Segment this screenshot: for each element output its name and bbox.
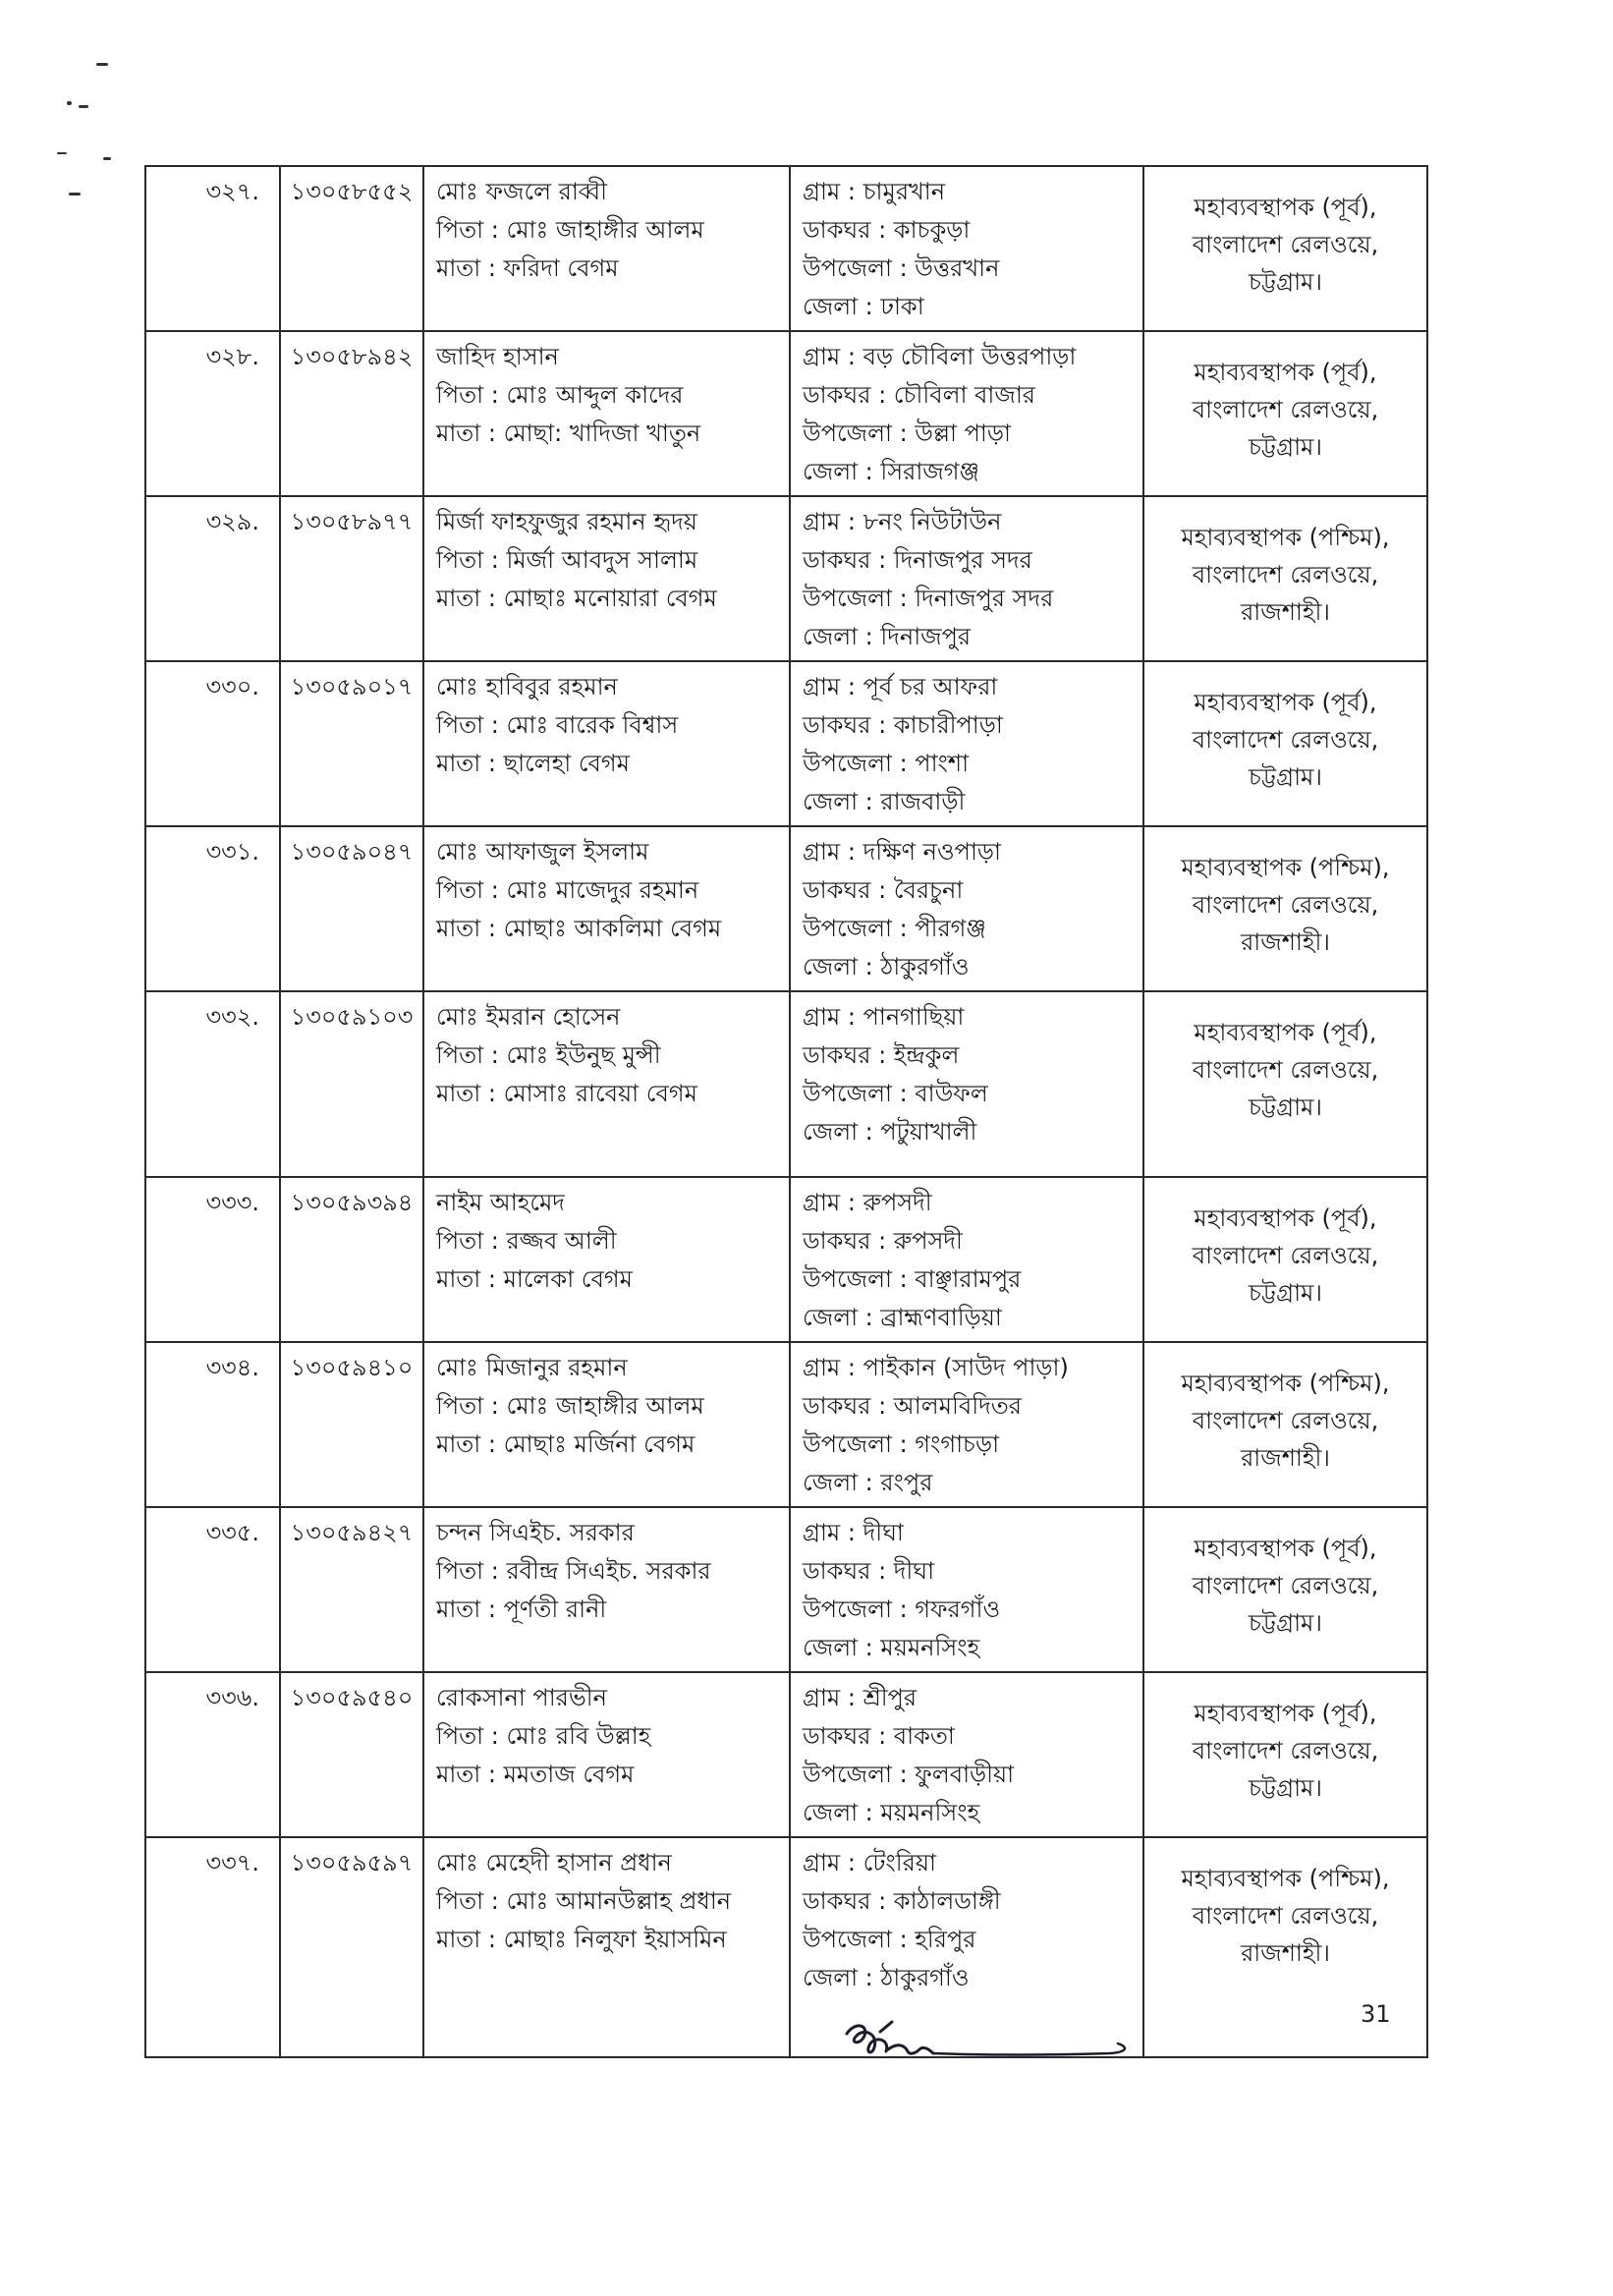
office-line: মহাব্যবস্থাপক (পূর্ব), <box>1194 1019 1377 1046</box>
serial-cell <box>145 331 280 496</box>
office-line: চট্টগ্রাম। <box>1249 763 1322 791</box>
address-cell <box>790 1177 1143 1342</box>
address-village: গ্রাম : পানগাছিয়া <box>803 1003 965 1031</box>
serial-number: ৩৩২. <box>205 1003 259 1031</box>
address-upazila: উপজেলা : গফরগাঁও <box>803 1596 1001 1623</box>
office-line: মহাব্যবস্থাপক (পশ্চিম), <box>1181 1865 1390 1892</box>
address-post-office: ডাকঘর : বাকতা <box>803 1722 955 1750</box>
office-line: মহাব্যবস্থাপক (পূর্ব), <box>1194 1204 1377 1232</box>
office-cell <box>1143 826 1427 991</box>
address-district: জেলা : ব্রাহ্মণবাড়িয়া <box>803 1304 1002 1331</box>
office-line: মহাব্যবস্থাপক (পূর্ব), <box>1194 359 1377 386</box>
address-post-office: ডাকঘর : কাচকুড়া <box>803 216 971 244</box>
roll-cell <box>280 331 423 496</box>
table-row <box>145 661 1427 826</box>
name-cell <box>423 661 790 826</box>
serial-cell <box>145 1507 280 1672</box>
address-upazila: উপজেলা : দিনাজপুর সদর <box>803 585 1054 612</box>
roll-cell <box>280 1837 423 2057</box>
address-cell <box>790 1342 1143 1507</box>
address-cell <box>790 661 1143 826</box>
address-upazila: উপজেলা : উল্লা পাড়া <box>803 420 1011 447</box>
serial-number: ৩৩১. <box>205 838 259 866</box>
roll-number: ১৩০৫৯৫৯৭ <box>290 1849 414 1876</box>
table-row <box>145 991 1427 1177</box>
office-line: মহাব্যবস্থাপক (পূর্ব), <box>1194 689 1377 716</box>
address-village: গ্রাম : বড় চৌবিলা উত্তরপাড়া <box>803 343 1077 370</box>
office-line: রাজশাহী। <box>1241 1444 1330 1472</box>
candidate-name: মোঃ আফাজুল ইসলাম <box>436 838 649 866</box>
address-cell <box>790 331 1143 496</box>
address-upazila: উপজেলা : বাউফল <box>803 1080 988 1107</box>
address-district: জেলা : ঢাকা <box>803 293 924 320</box>
address-cell <box>790 1672 1143 1837</box>
roll-number: ১৩০৫৯৩৯৪ <box>290 1189 414 1216</box>
address-village: গ্রাম : চামুরখান <box>803 178 946 205</box>
address-district: জেলা : পটুয়াখালী <box>803 1118 977 1146</box>
office-cell <box>1143 496 1427 661</box>
name-cell <box>423 166 790 331</box>
office-line: বাংলাদেশ রেলওয়ে, <box>1192 561 1379 588</box>
roll-number: ১৩০৫৯৪১০ <box>290 1354 414 1381</box>
office-line: বাংলাদেশ রেলওয়ে, <box>1192 1737 1379 1764</box>
serial-number: ৩৩০. <box>205 673 259 700</box>
office-cell <box>1143 1507 1427 1672</box>
address-cell <box>790 166 1143 331</box>
serial-cell <box>145 166 280 331</box>
office-line: বাংলাদেশ রেলওয়ে, <box>1192 231 1379 258</box>
mother-name: মাতা : মোসাঃ রাবেয়া বেগম <box>436 1080 697 1107</box>
table-row <box>145 826 1427 991</box>
office-line: বাংলাদেশ রেলওয়ে, <box>1192 1056 1379 1084</box>
name-cell <box>423 1342 790 1507</box>
office-cell <box>1143 661 1427 826</box>
address-village: গ্রাম : দক্ষিণ নওপাড়া <box>803 838 1002 866</box>
table-row <box>145 1507 1427 1672</box>
serial-number: ৩৩৬. <box>205 1684 259 1711</box>
roll-number: ১৩০৫৮৯৪২ <box>290 343 414 370</box>
serial-number: ৩২৭. <box>205 178 259 205</box>
candidate-name: মোঃ ইমরান হোসেন <box>436 1003 621 1031</box>
address-village: গ্রাম : শ্রীপুর <box>803 1684 918 1711</box>
roll-cell <box>280 1177 423 1342</box>
address-village: গ্রাম : পূর্ব চর আফরা <box>803 673 998 700</box>
table-row <box>145 331 1427 496</box>
address-district: জেলা : দিনাজপুর <box>803 623 972 650</box>
address-village: গ্রাম : পাইকান (সাউদ পাড়া) <box>803 1354 1069 1381</box>
address-village: গ্রাম : রুপসদী <box>803 1189 932 1216</box>
roll-cell <box>280 991 423 1177</box>
scan-mark <box>67 101 72 105</box>
roll-number: ১৩০৫৯০১৭ <box>290 673 414 700</box>
mother-name: মাতা : মোছাঃ মনোয়ারা বেগম <box>436 585 717 612</box>
mother-name: মাতা : মালেকা বেগম <box>436 1265 633 1293</box>
mother-name: মাতা : মোছাঃ আকলিমা বেগম <box>436 915 722 942</box>
office-line: বাংলাদেশ রেলওয়ে, <box>1192 1902 1379 1930</box>
address-cell <box>790 496 1143 661</box>
roll-cell <box>280 1342 423 1507</box>
table-row <box>145 1672 1427 1837</box>
serial-cell <box>145 1342 280 1507</box>
office-line: চট্টগ্রাম। <box>1249 1279 1322 1307</box>
address-upazila: উপজেলা : গংগাচড়া <box>803 1430 1000 1458</box>
table-row <box>145 1837 1427 2057</box>
roll-cell <box>280 496 423 661</box>
office-cell <box>1143 1342 1427 1507</box>
name-cell <box>423 1507 790 1672</box>
name-cell <box>423 826 790 991</box>
address-district: জেলা : ময়মনসিংহ <box>803 1634 980 1661</box>
serial-cell <box>145 661 280 826</box>
roll-cell <box>280 1672 423 1837</box>
scan-mark <box>103 157 111 160</box>
roll-number: ১৩০৫৮৯৭৭ <box>290 508 414 535</box>
father-name: পিতা : রজ্জব আলী <box>436 1227 617 1255</box>
address-upazila: উপজেলা : পীরগঞ্জ <box>803 915 986 942</box>
address-post-office: ডাকঘর : চৌবিলা বাজার <box>803 381 1035 409</box>
signature <box>835 2014 1140 2075</box>
serial-number: ৩২৮. <box>205 343 259 370</box>
office-line: রাজশাহী। <box>1241 928 1330 956</box>
roll-number: ১৩০৫৯৪২৭ <box>290 1519 414 1546</box>
address-upazila: উপজেলা : ফুলবাড়ীয়া <box>803 1761 1015 1788</box>
office-cell <box>1143 166 1427 331</box>
mother-name: মাতা : মমতাজ বেগম <box>436 1761 635 1788</box>
name-cell <box>423 1837 790 2057</box>
serial-cell <box>145 1177 280 1342</box>
scan-mark <box>69 193 81 196</box>
address-upazila: উপজেলা : হরিপুর <box>803 1926 976 1953</box>
roll-cell <box>280 166 423 331</box>
office-line: মহাব্যবস্থাপক (পশ্চিম), <box>1181 1370 1390 1397</box>
father-name: পিতা : মোঃ আব্দুল কাদের <box>436 381 684 409</box>
name-cell <box>423 496 790 661</box>
mother-name: মাতা : পূর্ণতী রানী <box>436 1596 607 1623</box>
office-line: মহাব্যবস্থাপক (পূর্ব), <box>1194 194 1377 221</box>
serial-cell <box>145 1672 280 1837</box>
address-upazila: উপজেলা : বাঞ্ছারামপুর <box>803 1265 1022 1293</box>
roll-number: ১৩০৫৯১০৩ <box>290 1003 414 1031</box>
scan-mark <box>96 63 108 66</box>
office-line: মহাব্যবস্থাপক (পূর্ব), <box>1194 1700 1377 1727</box>
candidate-name: জাহিদ হাসান <box>436 343 559 370</box>
scan-mark <box>57 152 67 154</box>
father-name: পিতা : মোঃ জাহাঙ্গীর আলম <box>436 216 704 244</box>
father-name: পিতা : মোঃ রবি উল্লাহ <box>436 1722 651 1750</box>
serial-cell <box>145 826 280 991</box>
mother-name: মাতা : মোছাঃ নিলুফা ইয়াসমিন <box>436 1926 727 1953</box>
father-name: পিতা : মোঃ মাজেদুর রহমান <box>436 876 699 904</box>
office-cell <box>1143 1672 1427 1837</box>
address-village: গ্রাম : টেংরিয়া <box>803 1849 936 1876</box>
address-village: গ্রাম : দীঘা <box>803 1519 904 1546</box>
address-district: জেলা : ময়মনসিংহ <box>803 1799 980 1826</box>
office-cell <box>1143 1177 1427 1342</box>
address-cell <box>790 1507 1143 1672</box>
candidate-name: রোকসানা পারভীন <box>436 1684 607 1711</box>
serial-number: ৩৩৪. <box>205 1354 259 1381</box>
name-cell <box>423 1177 790 1342</box>
name-cell <box>423 991 790 1177</box>
office-line: রাজশাহী। <box>1241 1939 1330 1967</box>
mother-name: মাতা : মোছা: খাদিজা খাতুন <box>436 420 701 447</box>
father-name: পিতা : মোঃ বারেক বিশ্বাস <box>436 711 679 739</box>
table-row <box>145 1177 1427 1342</box>
office-line: বাংলাদেশ রেলওয়ে, <box>1192 1572 1379 1599</box>
father-name: পিতা : মোঃ ইউনুছ মুন্সী <box>436 1041 661 1069</box>
office-line: মহাব্যবস্থাপক (পূর্ব), <box>1194 1535 1377 1562</box>
serial-number: ৩৩৩. <box>205 1189 259 1216</box>
address-post-office: ডাকঘর : বৈরচুনা <box>803 876 964 904</box>
address-post-office: ডাকঘর : আলমবিদিতর <box>803 1392 1022 1420</box>
office-line: চট্টগ্রাম। <box>1249 1609 1322 1637</box>
father-name: পিতা : রবীন্দ্র সিএইচ. সরকার <box>436 1557 711 1585</box>
address-post-office: ডাকঘর : দিনাজপুর সদর <box>803 546 1032 574</box>
candidate-name: মির্জা ফাহফুজুর রহমান হৃদয় <box>436 508 697 535</box>
address-post-office: ডাকঘর : রুপসদী <box>803 1227 963 1255</box>
roll-cell <box>280 661 423 826</box>
address-cell <box>790 991 1143 1177</box>
serial-cell <box>145 1837 280 2057</box>
table-row <box>145 496 1427 661</box>
address-district: জেলা : রাজবাড়ী <box>803 788 966 815</box>
candidate-table-body <box>145 166 1427 2057</box>
address-district: জেলা : সিরাজগঞ্জ <box>803 458 979 485</box>
mother-name: মাতা : মোছাঃ মর্জিনা বেগম <box>436 1430 695 1458</box>
roll-cell <box>280 826 423 991</box>
scan-mark <box>79 105 88 108</box>
serial-cell <box>145 496 280 661</box>
office-cell <box>1143 991 1427 1177</box>
name-cell <box>423 1672 790 1837</box>
address-post-office: ডাকঘর : কাঠালডাঙ্গী <box>803 1887 1001 1915</box>
office-line: বাংলাদেশ রেলওয়ে, <box>1192 1407 1379 1434</box>
office-cell <box>1143 331 1427 496</box>
address-post-office: ডাকঘর : ইন্দ্রকুল <box>803 1041 960 1069</box>
serial-number: ৩২৯. <box>205 508 259 535</box>
address-post-office: ডাকঘর : দীঘা <box>803 1557 935 1585</box>
roll-cell <box>280 1507 423 1672</box>
candidate-name: চন্দন সিএইচ. সরকার <box>436 1519 635 1546</box>
office-line: রাজশাহী। <box>1241 598 1330 626</box>
candidate-name: মোঃ মেহেদী হাসান প্রধান <box>436 1849 672 1876</box>
address-village: গ্রাম : ৮নং নিউটাউন <box>803 508 1002 535</box>
candidate-name: মোঃ হাবিবুর রহমান <box>436 673 618 700</box>
address-district: জেলা : রংপুর <box>803 1469 933 1496</box>
office-line: বাংলাদেশ রেলওয়ে, <box>1192 726 1379 754</box>
candidate-name: মোঃ মিজানুর রহমান <box>436 1354 628 1381</box>
father-name: পিতা : মোঃ আমানউল্লাহ প্রধান <box>436 1887 732 1915</box>
address-district: জেলা : ঠাকুরগাঁও <box>803 953 970 980</box>
address-upazila: উপজেলা : উত্তরখান <box>803 254 1000 282</box>
candidate-table <box>144 165 1428 2058</box>
address-district: জেলা : ঠাকুরগাঁও <box>803 1964 970 1991</box>
father-name: পিতা : মির্জা আবদুস সালাম <box>436 546 698 574</box>
office-line: চট্টগ্রাম। <box>1249 268 1322 296</box>
serial-number: ৩৩৫. <box>205 1519 259 1546</box>
office-line: মহাব্যবস্থাপক (পশ্চিম), <box>1181 854 1390 881</box>
address-cell <box>790 826 1143 991</box>
office-line: চট্টগ্রাম। <box>1249 1093 1322 1121</box>
address-upazila: উপজেলা : পাংশা <box>803 750 970 777</box>
roll-number: ১৩০৫৯৫৪০ <box>290 1684 414 1711</box>
office-line: মহাব্যবস্থাপক (পশ্চিম), <box>1181 524 1390 551</box>
office-line: বাংলাদেশ রেলওয়ে, <box>1192 1242 1379 1269</box>
serial-number: ৩৩৭. <box>205 1849 259 1876</box>
roll-number: ১৩০৫৮৫৫২ <box>290 178 414 205</box>
table-row <box>145 1342 1427 1507</box>
page-number: 31 <box>1361 2000 1391 2028</box>
serial-cell <box>145 991 280 1177</box>
address-post-office: ডাকঘর : কাচারীপাড়া <box>803 711 1003 739</box>
father-name: পিতা : মোঃ জাহাঙ্গীর আলম <box>436 1392 704 1420</box>
name-cell <box>423 331 790 496</box>
office-line: বাংলাদেশ রেলওয়ে, <box>1192 891 1379 919</box>
mother-name: মাতা : ফরিদা বেগম <box>436 254 619 282</box>
roll-number: ১৩০৫৯০৪৭ <box>290 838 414 866</box>
candidate-name: নাইম আহমেদ <box>436 1189 565 1216</box>
candidate-name: মোঃ ফজলে রাব্বী <box>436 178 607 205</box>
office-line: চট্টগ্রাম। <box>1249 1774 1322 1802</box>
mother-name: মাতা : ছালেহা বেগম <box>436 750 630 777</box>
office-line: চট্টগ্রাম। <box>1249 433 1322 461</box>
office-line: বাংলাদেশ রেলওয়ে, <box>1192 396 1379 423</box>
table-row <box>145 166 1427 331</box>
